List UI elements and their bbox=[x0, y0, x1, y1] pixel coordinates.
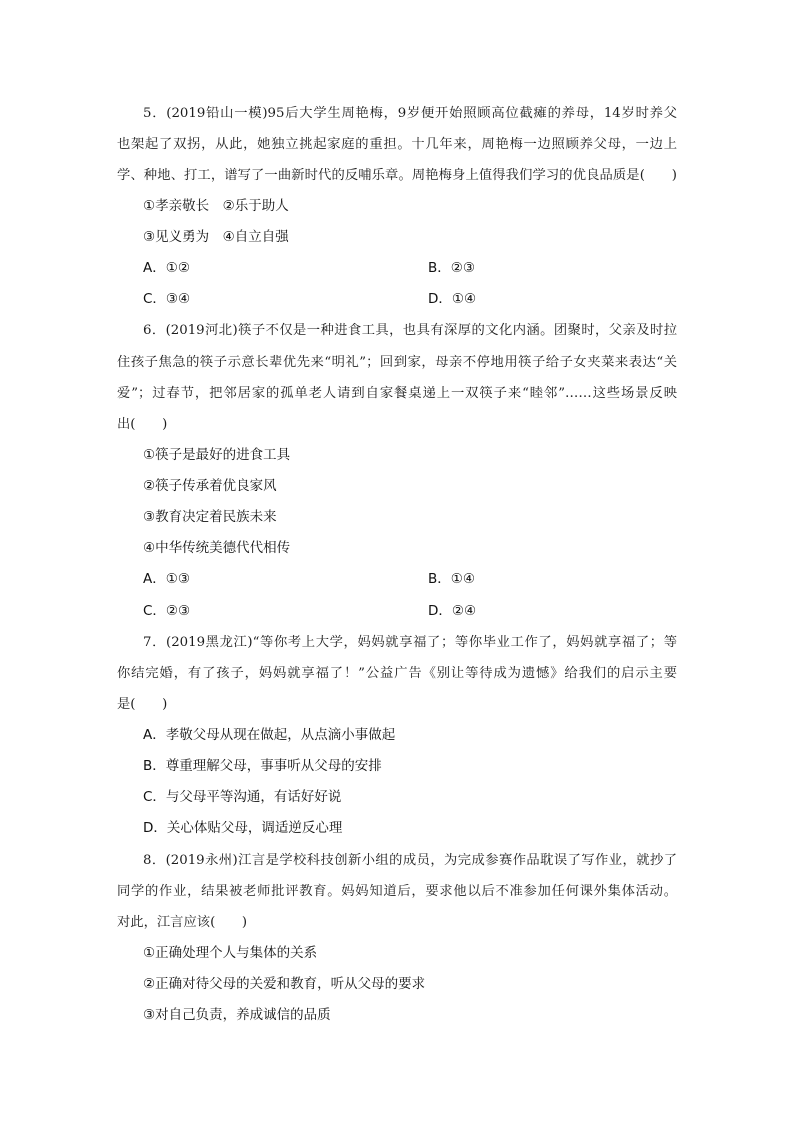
choice-b: B．尊重理解父母，事事听从父母的安排 bbox=[143, 758, 382, 775]
question-stem-line: 住孩子焦急的筷子示意长辈优先来“明礼”；回到家，母亲不停地用筷子给子女夹菜来表达“关 bbox=[117, 354, 677, 370]
statement-line: ①正确处理个人与集体的关系 bbox=[143, 944, 318, 961]
statement-line: ③教育决定着民族未来 bbox=[143, 509, 277, 526]
choice-c: C．②③ bbox=[143, 602, 191, 619]
question-stem-line: 对此，江言应该( ) bbox=[117, 914, 248, 930]
question-stem-line: 爱”；过春节，把邻居家的孤单老人请到自家餐桌递上一双筷子来“睦邻”……这些场景反映 bbox=[117, 385, 677, 401]
choice-row bbox=[117, 564, 677, 595]
question-stem-line: 7．(2019黑龙江)“等你考上大学，妈妈就享福了；等你毕业工作了，妈妈就享福了；等 bbox=[143, 634, 677, 650]
choice-a: A．孝敬父母从现在做起，从点滴小事做起 bbox=[143, 727, 396, 743]
question-stem-line: 出( ) bbox=[117, 416, 168, 432]
choice-c: C．与父母平等沟通，有话好好说 bbox=[143, 789, 342, 806]
choice-a: A．①② bbox=[143, 260, 190, 277]
question-stem-line: 同学的作业，结果被老师批评教育。妈妈知道后，要求他以后不准参加任何课外集体活动。 bbox=[117, 883, 677, 899]
choice-c: C．③④ bbox=[143, 291, 191, 308]
statement-line: ④中华传统美德代代相传 bbox=[143, 540, 291, 557]
question-7 bbox=[117, 627, 677, 845]
question-list bbox=[117, 98, 677, 1032]
statement-line: ②正确对待父母的关爱和教育，听从父母的要求 bbox=[143, 976, 426, 992]
choice-b: B．①④ bbox=[428, 571, 475, 588]
question-5 bbox=[117, 98, 677, 316]
choice-a: A．①③ bbox=[143, 571, 190, 588]
question-stem-line: 8．(2019永州)江言是学校科技创新小组的成员，为完成参赛作品耽误了写作业，就抄了 bbox=[143, 852, 677, 868]
question-stem-line: 6．(2019河北)筷子不仅是一种进食工具，也具有深厚的文化内涵。团聚时，父亲及时拉 bbox=[143, 323, 677, 339]
question-8 bbox=[117, 845, 677, 1032]
question-stem-line: 你结完婚，有了孩子，妈妈就享福了！”公益广告《别让等待成为遗憾》给我们的启示主要 bbox=[117, 665, 677, 681]
choice-b: B．②③ bbox=[428, 260, 475, 277]
choice-row bbox=[117, 284, 677, 315]
choice-row bbox=[117, 253, 677, 284]
choice-d: D．①④ bbox=[428, 291, 477, 308]
statement-line: ③对自己负责，养成诚信的品质 bbox=[143, 1007, 331, 1024]
statement-line: ①孝亲敬长 ②乐于助人 bbox=[143, 197, 289, 214]
question-stem-line: 是( ) bbox=[117, 696, 168, 712]
question-stem-line: 5．(2019铅山一模)95后大学生周艳梅，9岁便开始照顾高位截瘫的养母，14岁时养父 bbox=[143, 105, 677, 121]
statement-line: ②筷子传承着优良家风 bbox=[143, 478, 277, 494]
statement-line: ①筷子是最好的进食工具 bbox=[143, 446, 291, 463]
choice-d: D．②④ bbox=[428, 602, 477, 619]
question-stem-line: 也架起了双拐，从此，她独立挑起家庭的重担。十几年来，周艳梅一边照顾养父母，一边上 bbox=[117, 136, 677, 152]
choice-row bbox=[117, 596, 677, 627]
question-stem-line: 学、种地、打工，谱写了一曲新时代的反哺乐章。周艳梅身上值得我们学习的优良品质是( ) bbox=[117, 167, 677, 183]
statement-line: ③见义勇为 ④自立自强 bbox=[143, 229, 289, 245]
question-6 bbox=[117, 315, 677, 626]
choice-d: D．关心体贴父母，调适逆反心理 bbox=[143, 820, 343, 837]
